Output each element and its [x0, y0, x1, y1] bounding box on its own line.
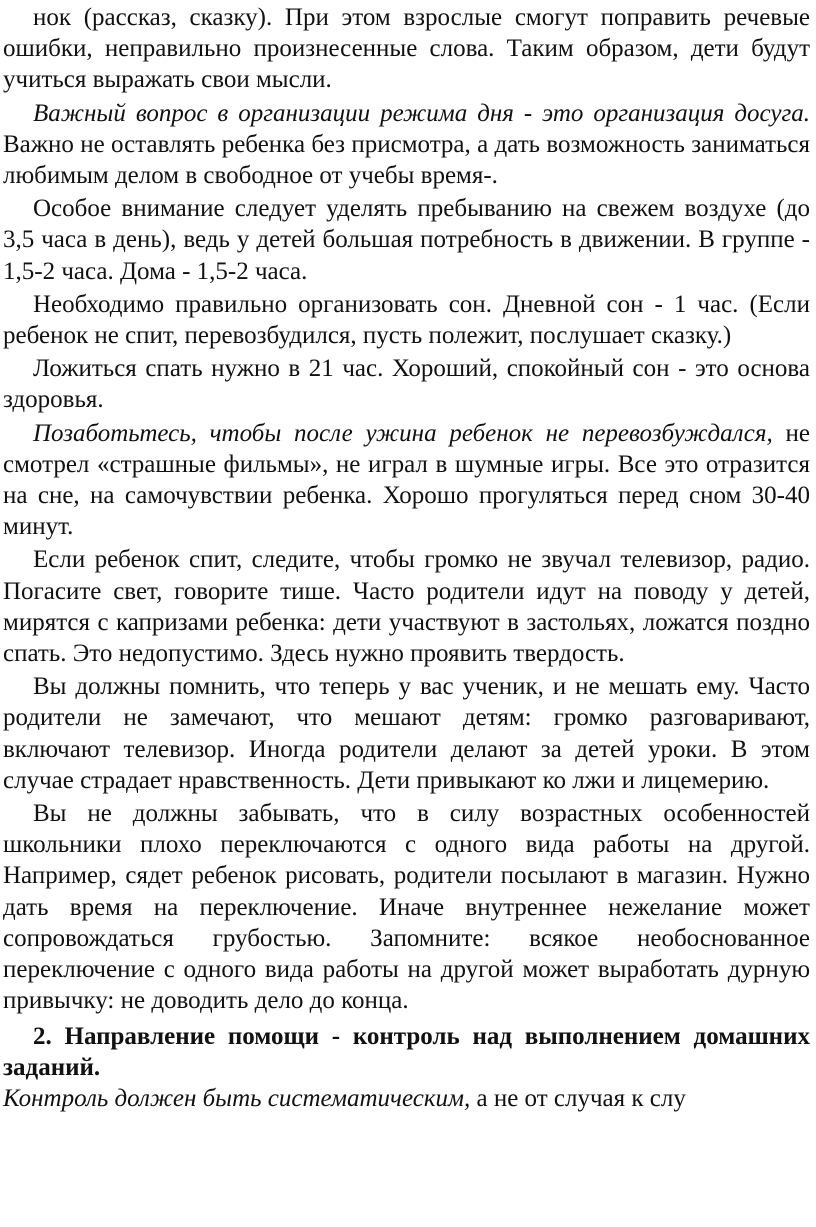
paragraph-1: нок (рассказ, сказку). При этом взрослые смогут поправить речевые ошибки, неправильно произнесенные слова. Таким образом, дети будут учиться выражать свои мысли.: [3, 4, 810, 94]
paragraph-6-italic: Позаботьтесь, чтобы после ужина ребенок не перевозбуждался,: [33, 419, 773, 447]
paragraph-2: [3, 98, 810, 192]
paragraph-6-text: не смотрел «страшные фильмы», не играл в шумные игры. Все это отразится на сне, на самочувствии ребенка. Хорошо прогуляться перед сном 30-40 минут.: [3, 419, 810, 541]
paragraph-10: [3, 1083, 810, 1114]
section-heading: 2. Направление помощи - контроль над выполнением домашних заданий.: [3, 1022, 810, 1081]
paragraph-7: Если ребенок спит, следите, чтобы громко не звучал телевизор, радио. Погасите свет, говорите тише. Часто родители идут на поводу у детей, мирятся с капризами ребенка: дети участвуют в застольях, ложатся поздно спать. Это недопустимо. Здесь нужно проявить твердость.: [3, 546, 810, 668]
paragraph-8: Вы должны помнить, что теперь у вас ученик, и не мешать ему. Часто родители не замечают, что мешают детям: громко разговаривают, включают телевизор. Иногда родители делают за детей уроки. В этом случае страдает нравственность. Дети привыкают ко лжи и лицемерию.: [3, 673, 810, 794]
paragraph-2-text: Важно не оставлять ребенка без присмотра, а дать возможность заниматься любимым делом в свободное от учебы время-.: [3, 130, 810, 190]
paragraph-2-italic: Важный вопрос в организации режима дня - это организация досуга.: [33, 99, 810, 127]
paragraph-9: Вы не должны забывать, что в силу возрастных особенностей школьники плохо переключаются с одного вида работы на другой. Например, сядет ребенок рисовать, родители посылают в магазин. Нужно дать время на переключение. Иначе внутреннее нежелание может сопровождаться грубостью. Запомните: всякое необоснованное переключение с одного вида работы на другой может выработать дурную привычку: не доводить дело до конца.: [3, 800, 810, 1015]
paragraph-6: [3, 418, 810, 543]
paragraph-10-italic: Контроль должен быть систематическим,: [3, 1084, 471, 1112]
paragraph-3: Особое внимание следует уделять пребыванию на свежем воздухе (до 3,5 часа в день), ведь у детей большая потребность в движении. В группе - 1,5-2 часа. Дома - 1,5-2 часа.: [3, 195, 810, 285]
paragraph-4: Необходимо правильно организовать сон. Дневной сон - 1 час. (Если ребенок не спит, перевозбудился, пусть полежит, послушает сказку.): [3, 290, 810, 350]
paragraph-10-text: а не от случая к слу: [470, 1084, 686, 1112]
paragraph-5: Ложиться спать нужно в 21 час. Хороший, спокойный сон - это основа здоровья.: [3, 355, 810, 414]
